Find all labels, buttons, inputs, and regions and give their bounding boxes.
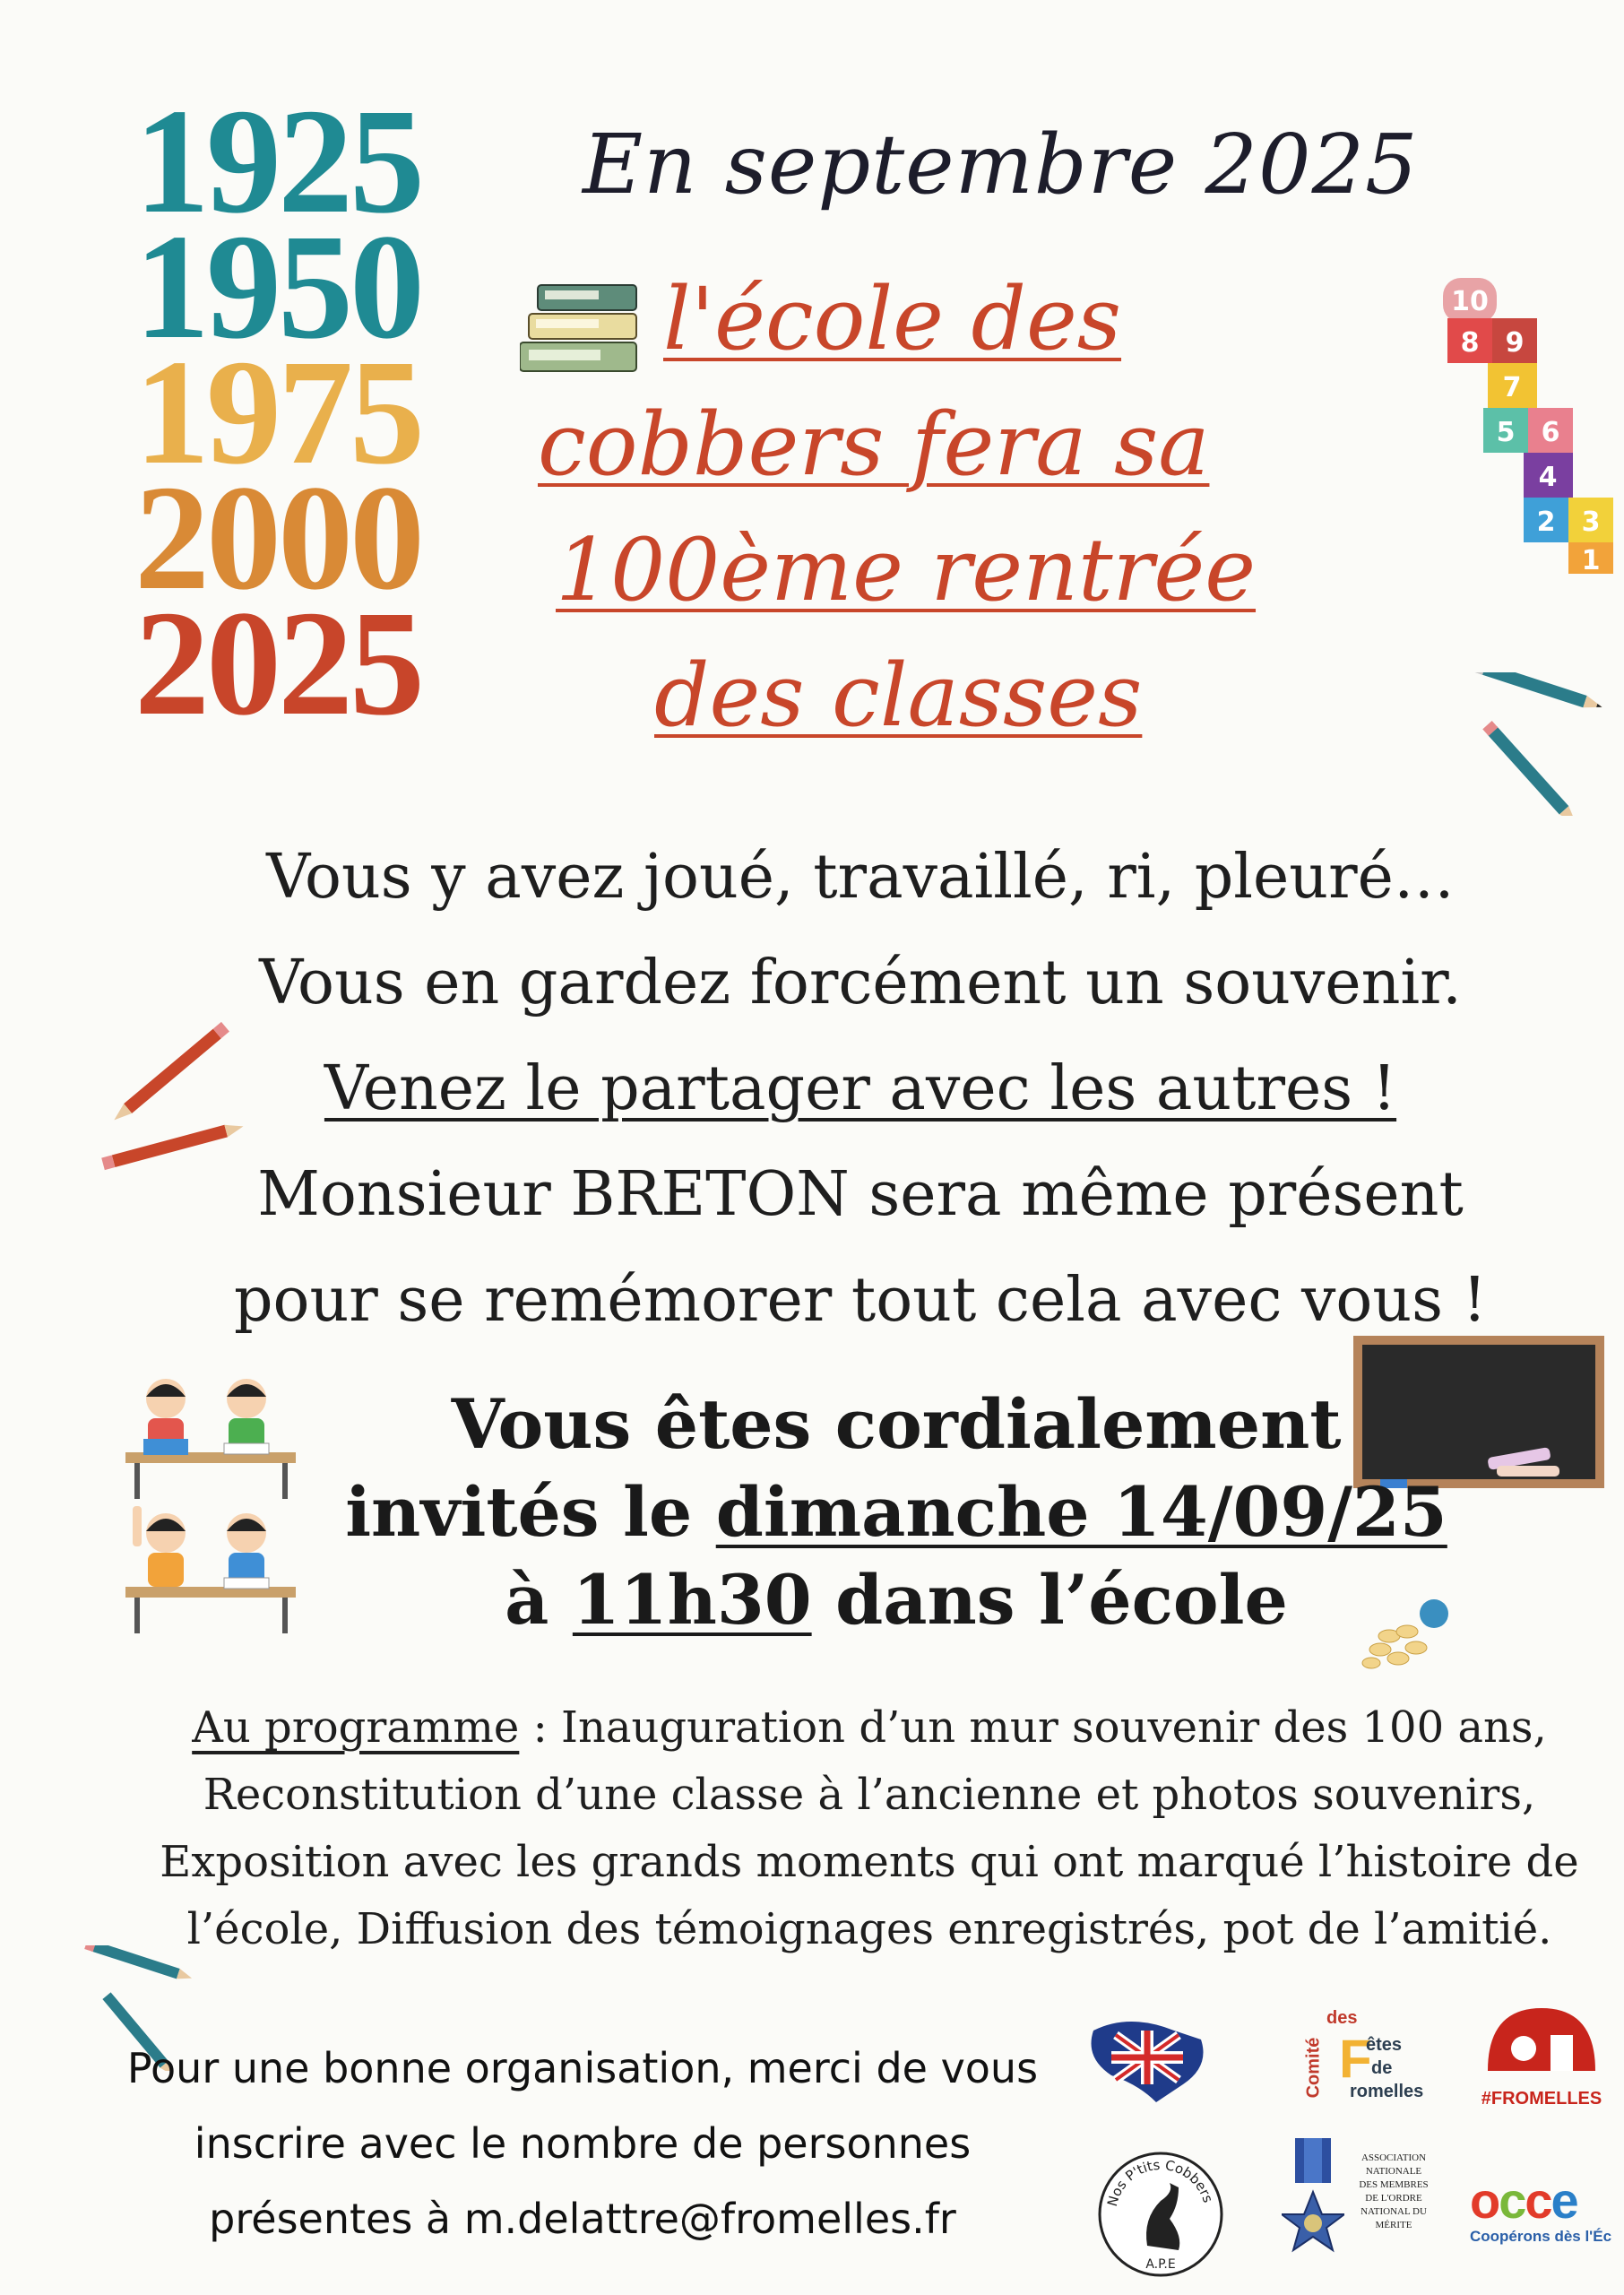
program-block	[125, 1694, 1613, 1963]
invite-line-2-prefix: invités le	[345, 1472, 716, 1552]
anmonm-line-3: DES MEMBRES	[1359, 2179, 1429, 2190]
program-label: Au programme	[192, 1702, 520, 1753]
fromelles-logo	[1479, 1999, 1604, 2116]
heading-line-3: 100ème rentrée	[556, 520, 1257, 620]
anmonm-text	[1344, 2152, 1443, 2232]
hop-3: 3	[1581, 507, 1601, 538]
anmonm-line-2: NATIONALE	[1365, 2166, 1422, 2177]
body-line-2: Vous en gardez forcément un souvenir.	[259, 948, 1462, 1018]
hop-9: 9	[1505, 327, 1525, 359]
anmonm-line-4: DE L'ORDRE	[1365, 2193, 1422, 2204]
invite-line-3	[269, 1556, 1524, 1644]
anmonm-line-6: MÉRITE	[1375, 2220, 1412, 2230]
body-line-4: Monsieur BRETON sera même présent	[257, 1159, 1464, 1230]
program-line-1-text: : Inauguration d’un mur souvenir des 100 ans,	[519, 1702, 1547, 1753]
invite-date: dimanche 14/09/25	[715, 1472, 1447, 1552]
body-line-5: pour se remémorer tout cela avec vous !	[233, 1265, 1488, 1336]
anmonm-line-5: NATIONAL DU	[1361, 2206, 1427, 2217]
year-1975: 1975	[134, 329, 421, 496]
registration-line-1: Pour une bonne organisation, merci de vous	[126, 2044, 1039, 2092]
hop-6: 6	[1541, 417, 1560, 448]
program-line-1	[125, 1694, 1613, 1762]
invite-line-1: Vous êtes cordialement	[451, 1384, 1342, 1464]
fromelles-label: #FROMELLES	[1481, 2089, 1602, 2109]
pencils-top-right	[1470, 672, 1613, 816]
hop-5: 5	[1496, 417, 1516, 448]
comite-romelles: romelles	[1350, 2082, 1424, 2101]
hop-10: 10	[1451, 286, 1489, 317]
nos-ptits-cobbers-logo	[1093, 2147, 1228, 2282]
body-line-3: Venez le partager avec les autres !	[324, 1053, 1397, 1124]
program-line-2: Reconstitution d’une classe à l’ancienne et photos souvenirs,	[203, 1770, 1536, 1820]
year-2000: 2000	[134, 455, 421, 621]
registration-line-2: inscrire avec le nombre de personnes	[194, 2119, 972, 2168]
comite-word: Comité	[1303, 2037, 1324, 2099]
program-line-4: l’école, Diffusion des témoignages enregistrés, pot de l’amitié.	[186, 1904, 1552, 1954]
cobbers-name: Nos P'tits Cobbers	[1103, 2156, 1216, 2209]
sweets-illustration	[1353, 1596, 1461, 1676]
books-illustration	[520, 278, 654, 385]
year-1925: 1925	[134, 78, 421, 245]
occe-wordmark: occe	[1470, 2172, 1577, 2229]
heading-line-1: l'école des	[663, 269, 1122, 369]
registration-block	[90, 2031, 1075, 2256]
comite-f: F	[1339, 2029, 1372, 2089]
hop-8: 8	[1460, 327, 1480, 359]
hop-7: 7	[1502, 372, 1522, 403]
comite-etes: êtes	[1366, 2035, 1403, 2055]
years-stack	[134, 78, 511, 747]
invite-line-3-prefix: à	[505, 1560, 573, 1640]
body-line-1: Vous y avez joué, travaillé, ri, pleuré…	[266, 842, 1455, 913]
comite-de: de	[1371, 2058, 1393, 2078]
cobbers-ape: A.P.E	[1145, 2257, 1176, 2272]
kangaroo-flag-logo	[1075, 2013, 1228, 2111]
program-line-3: Exposition avec les grands moments qui ont marqué l’histoire de	[160, 1837, 1579, 1887]
comite-des-fetes-logo	[1300, 2008, 1425, 2125]
invite-line-2	[269, 1468, 1524, 1556]
heading-line-4: des classes	[654, 645, 1143, 746]
ordre-national-medal	[1282, 2138, 1344, 2273]
comite-des: des	[1326, 2008, 1358, 2028]
heading-line-2: cobbers fera sa	[538, 394, 1210, 495]
hop-2: 2	[1536, 507, 1556, 538]
year-1950: 1950	[134, 204, 421, 370]
occe-tagline: Coopérons dès l'Éc	[1470, 2228, 1612, 2245]
registration-line-3: présentes à m.delattre@fromelles.fr	[209, 2195, 956, 2243]
occe-logo	[1470, 2174, 1622, 2246]
invite-time: 11h30	[572, 1560, 812, 1640]
main-message	[125, 825, 1595, 1354]
hop-4: 4	[1538, 462, 1558, 493]
invite-line-3-suffix: dans l’école	[811, 1560, 1288, 1640]
date-heading: En septembre 2025	[583, 117, 1419, 212]
hopscotch-illustration	[1425, 269, 1624, 574]
invitation-block	[269, 1381, 1524, 1644]
year-2025: 2025	[134, 580, 421, 747]
hop-1: 1	[1581, 545, 1601, 574]
fromelles-emblem	[1479, 1999, 1604, 2089]
anmonm-line-1: ASSOCIATION	[1361, 2152, 1427, 2163]
